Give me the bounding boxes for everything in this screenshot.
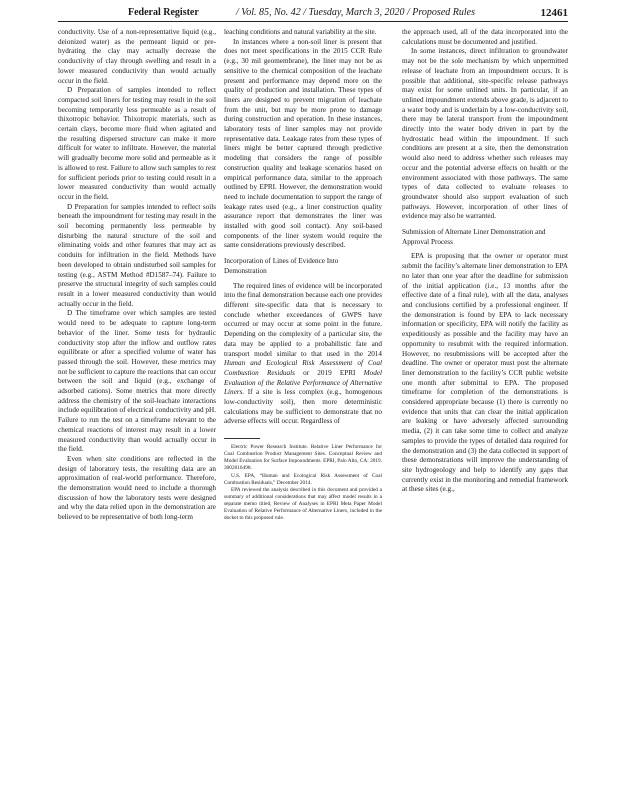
- footnote: EPA reviewed the analysis described in this document and provided a summary of additional considerations that may affect model results in a separate memo titled, Review of Analyses in EPRI Meta Paper Model Evaluation of Relative Performance of Alternative Liners, included in the docket to this proposed rule.: [224, 486, 382, 522]
- paragraph: [224, 282, 382, 428]
- footnote: U.S. EPA, “Human and Ecological Risk Assessment of Coal Combustion Residuals,” December 2014.: [224, 472, 382, 486]
- paragraph: D Preparation of samples intended to reflect compacted soil liners for testing may result in the soil becoming temporarily less permeable as a result of thixotropic behavior. Thixotropic materials, such as certain clays, become more fluid when agitated and the resulting dispersed structure can make it more difficult for water to infiltrate. However, the material will gradually become more solid and permeable as it is allowed to rest. Failure to allow such samples to rest for sufficient periods prior to testing could result in a lower measured conductivity than would actually occur in the field.: [58, 86, 216, 201]
- paragraph: In instances where a non-soil liner is present that does not meet specifications in the 2015 CCR Rule (e.g., 30 mil geomembrane), the liner may not be as sensitive to the chemical composition of the leachate present and performance may depend more on the quality of production and installation. These types of liners are designed to prevent migration of leachate from the unit, but may be more prone to damage during construction and operation. In these instances, laboratory tests of liner samples may not provide representative data. Leakage rates from these types of liners might be better captured through predictive modeling that considers the range of possible construction quality and leakage scenarios based on empirical performance data, similar to the approach outlined by EPRI. However, the demonstration would need to include documentation to support the range of leakage rates used (e.g., a liner construction quality assurance report that demonstrates the liner was installed with good soil contact). Any soil-based components of the liner system would require the same considerations previously described.: [224, 37, 382, 250]
- paragraph: conductivity. Use of a non-representative liquid (e.g., deionized water) as the permeant liquid or pre-hydrating the clay may actually decrease the conductivity of clay through swelling and result in a lower measured conductivity than would actually occur in the field.: [58, 28, 216, 85]
- paragraph-text: If a site is less complex (e.g., homogenous low-conductivity soil), then more deterministic calculations may be sufficient to demonstrate that no adverse effects will occur. Regardless of: [224, 388, 382, 426]
- volume-info: / Vol. 85, No. 42 / Tuesday, March 3, 2020 / Proposed Rules: [236, 7, 475, 18]
- footnote: Electric Power Research Institute. Relative Liner Performance for Coal Combustion Product Management Sites. Conceptual Review and Model Evaluation for Surface Impoundments. EPRI, Palo Alto, CA: 2019. 3002016498.: [224, 444, 382, 472]
- page-header: [58, 6, 568, 20]
- text-column-1: [58, 28, 216, 792]
- footnote-rule: [224, 438, 260, 439]
- paragraph: EPA is proposing that the owner or operator must submit the facility’s alternate liner demonstration to EPA no later than one year after the deadline for submission of the initial application (i.e., 13 months after the effective date of a final rule), with all the data, analyses and conclusions certified by a professional engineer. If the demonstration is found by EPA to lack necessary information or specificity, EPA will notify the facility as expeditiously as possible and the facility may have an opportunity to resubmit with the required information. However, no resubmissions will be accepted after the deadline. The owner or operator must post the alternate liner demonstration to the facility’s CCR public website one month after submittal to EPA. The proposed timeframe for completion of the demonstrations is considered appropriate because (1) there is currently no evidence that units that can clear the initial application are leaking or have adversely affected surrounding media, (2) it can take some time to collect and analyze samples to provide the types of detailed data required for the demonstration and (3) the data collected in support of these demonstrations will improve the understanding of site hydrogeology and help to identify any gaps that currently exist in the monitoring and remedial framework at these sites (e.g.,: [402, 252, 568, 494]
- text-column-2: [224, 28, 382, 792]
- paragraph: Even when site conditions are reflected in the design of laboratory tests, the resulting data are an approximation of real-world performance. Therefore, the demonstration would need to include a thorough discussion of how the laboratory tests were designed and why the data relied upon in the demonstration are believed to be representative of both long-term: [58, 454, 216, 522]
- citation: Human and Ecological Risk Assessment of Coal Combustion Residuals: [224, 359, 382, 377]
- header-rule: [58, 21, 568, 22]
- page-number: 12461: [540, 7, 568, 19]
- citation: Model Evaluation of the Relative Performance of Alternative Liners.: [224, 368, 382, 397]
- paragraph: In some instances, direct infiltration to groundwater may not be the sole mechanism by which unpermitted release of leachate from an impoundment occurs. It is possible that additional, site-specific release pathways may exist for some unlined units. In particular, if an unlined impoundment extends above grade, is adjacent to a water body and is underlain by a low-conductivity soil, there may be lateral transport from the impoundment directly into the water body driven in part by the hydrostatic head within the impoundment. If such conditions are present at a site, then the demonstration would also need to address whether such releases may occur and the potential adverse effects on health or the environment associated with those pathways. The same types of data collected to evaluate releases to groundwater should also support evaluation of such pathways. However, incorporation of other lines of evidence may also be warranted.: [402, 47, 568, 221]
- journal-title: Federal Register: [128, 7, 199, 18]
- paragraph-text: The required lines of evidence will be incorporated into the final demonstration because each one provides different site-specific data that is necessary to conclude whether exceedances of GWPS have occurred or may occur at some point in the future. Depending on the complexity of a particular site, the data may be applied to a probabilistic fate and transport model similar to that used in the 2014: [224, 281, 382, 358]
- paragraph: leaching conditions and natural variability at the site.: [224, 28, 377, 36]
- paragraph: D Preparation for samples intended to reflect soils beneath the impoundment for testing may result in the soil becoming permanently less permeable by disturbing the natural structure of the soil and eliminating voids and other features that may act as conduits for infiltration in the field. Methods have been developed to obtain undisturbed soil samples for testing (e.g., ASTM Method #D1587–74). Failure to preserve the structural integrity of such samples could result in a lower measured conductivity than would actually occur in the field.: [58, 202, 216, 308]
- paragraph: D The timeframe over which samples are tested would need to be adequate to capture long-term behavior of the liner. Some tests for hydraulic conductivity stop after the inflow and outflow rates equilibrate or after a specified volume of water has passed through the soil. However, these metrics may not be sufficient to capture the reactions that can occur between the soil and liquid (e.g., exchange of adsorbed cations). Some metrics that more directly address the chemistry of the soil-leachate interactions include equilibration of electrical conductivity and pH. Failure to run the test on a timeframe relevant to the chemical reactions of interest may result in a lower measured conductivity than would actually occur in the field.: [58, 309, 216, 454]
- text-column-3: [402, 28, 568, 792]
- paragraph: the approach used, all of the data incorporated into the calculations must be documented and justified.: [402, 28, 568, 46]
- section-heading: Incorporation of Lines of Evidence Into Demonstration: [224, 257, 339, 275]
- paragraph-text: or 2019 EPRI: [303, 368, 356, 377]
- section-heading: Submission of Alternate Liner Demonstration and Approval Process: [402, 228, 546, 246]
